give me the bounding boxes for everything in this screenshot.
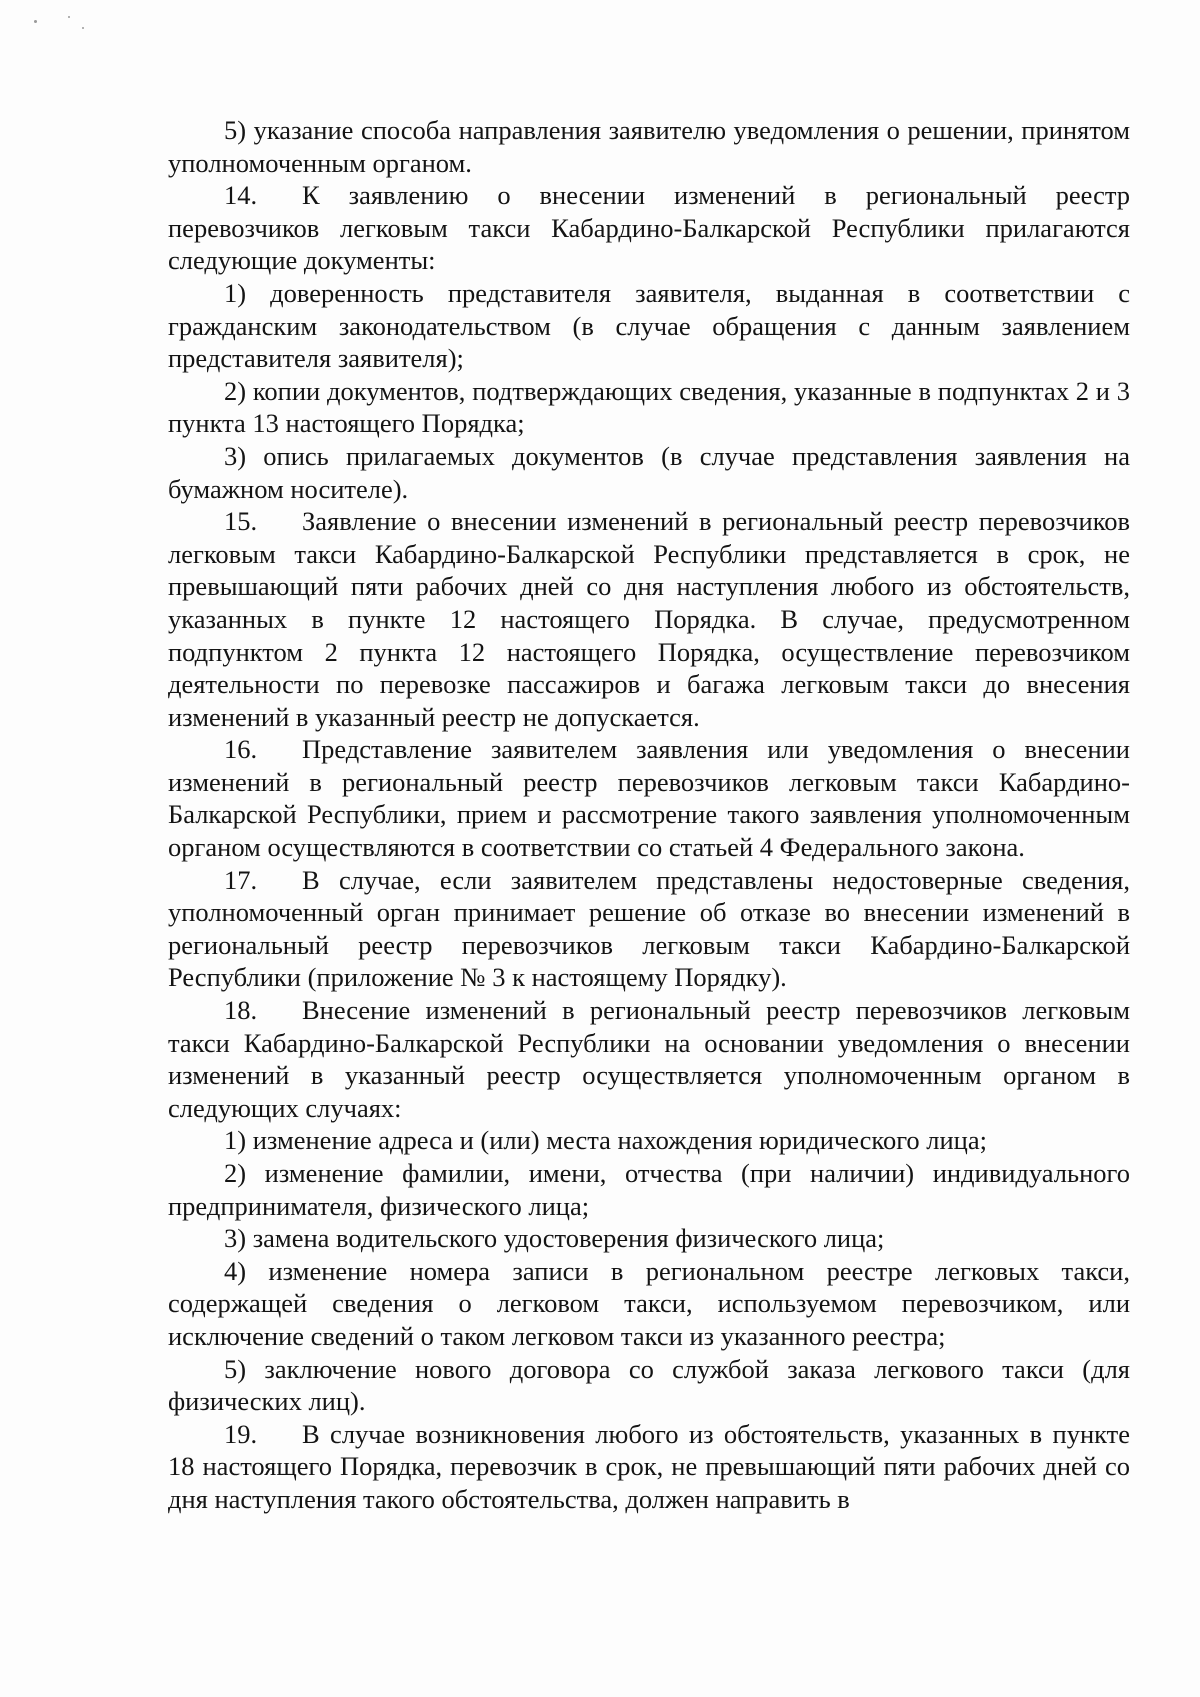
paragraph-text: 1) доверенность представителя заявителя, выданная в соответствии с гражданским законодательством (в случае обращения с данным заявлением представителя заявителя); bbox=[168, 277, 1130, 374]
scan-speck-1 bbox=[34, 20, 37, 23]
paragraph-number: 19. bbox=[224, 1418, 258, 1449]
paragraph-number: 18. bbox=[224, 995, 258, 1026]
paragraph-number: 16. bbox=[224, 734, 258, 765]
paragraph-18-item-5 bbox=[168, 1353, 1130, 1418]
paragraph-text: В случае, если заявителем представлены недостоверные сведения, уполномоченный орган принимает решение об отказе во внесении изменений в региональный реестр перевозчиков легковым такси Кабардино-Балкарской Республики (приложение № 3 к настоящему Порядку). bbox=[168, 864, 1130, 993]
paragraph-18-item-1 bbox=[168, 1124, 1130, 1157]
paragraph-text: 3) опись прилагаемых документов (в случае представления заявления на бумажном носителе). bbox=[168, 440, 1130, 504]
paragraph-text: 5) указание способа направления заявителю уведомления о решении, принятом уполномоченным органом. bbox=[168, 115, 1130, 178]
paragraph-item-5 bbox=[168, 114, 1130, 179]
paragraph-18 bbox=[168, 994, 1130, 1124]
paragraph-18-item-2 bbox=[168, 1157, 1130, 1222]
paragraph-17 bbox=[168, 864, 1130, 994]
paragraph-text: 4) изменение номера записи в региональном реестре легковых такси, содержащей сведения о легковом такси, используемом перевозчиком, или исключение сведений о таком легковом такси из указанного реестра; bbox=[168, 1255, 1130, 1351]
paragraph-15 bbox=[168, 505, 1130, 733]
paragraph-number: 17. bbox=[224, 864, 258, 895]
paragraph-number: 14. bbox=[224, 180, 258, 211]
paragraph-18-item-4 bbox=[168, 1255, 1130, 1353]
paragraph-14 bbox=[168, 179, 1130, 277]
paragraph-text: 3) замена водительского удостоверения физического лица; bbox=[224, 1223, 885, 1254]
paragraph-text: 1) изменение адреса и (или) места нахождения юридического лица; bbox=[224, 1125, 987, 1156]
paragraph-text: 2) изменение фамилии, имени, отчества (при наличии) индивидуального предпринимателя, физического лица; bbox=[168, 1158, 1130, 1221]
paragraph-text: Заявление о внесении изменений в региональный реестр перевозчиков легковым такси Кабардино-Балкарской Республики представляется в срок, не превышающий пяти рабочих дней со дня наступления любого из обстоятельств, указанных в пункте 12 настоящего Порядка. В случае, предусмотренном подпунктом 2 пункта 12 настоящего Порядка, осуществление перевозчиком деятельности по перевозке пассажиров и багажа легковым такси до внесения изменений в указанный реестр не допускается. bbox=[168, 506, 1130, 732]
paragraph-text: К заявлению о внесении изменений в региональный реестр перевозчиков легковым такси Кабардино-Балкарской Республики прилагаются следующие документы: bbox=[168, 180, 1130, 276]
document-body bbox=[168, 114, 1130, 1516]
paragraph-text: 2) копии документов, подтверждающих сведения, указанные в подпунктах 2 и 3 пункта 13 настоящего Порядка; bbox=[168, 375, 1130, 439]
paragraph-number: 15. bbox=[224, 506, 258, 537]
paragraph-item-1 bbox=[168, 277, 1130, 375]
scan-speck-3 bbox=[82, 27, 84, 29]
paragraph-text: 5) заключение нового договора со службой заказа легкового такси (для физических лиц). bbox=[168, 1353, 1130, 1417]
paragraph-text: В случае возникновения любого из обстоятельств, указанных в пункте 18 настоящего Порядка, перевозчик в срок, не превышающий пяти рабочих дней со дня наступления такого обстоятельства, должен направить в bbox=[168, 1418, 1130, 1514]
paragraph-text: Представление заявителем заявления или уведомления о внесении изменений в региональный реестр перевозчиков легковым такси Кабардино-Балкарской Республики, прием и рассмотрение такого заявления уполномоченным органом осуществляются в соответствии со статьей 4 Федерального закона. bbox=[168, 734, 1130, 863]
paragraph-item-3 bbox=[168, 440, 1130, 505]
paragraph-16 bbox=[168, 733, 1130, 863]
paragraph-18-item-3 bbox=[168, 1222, 1130, 1255]
scan-speck-2 bbox=[68, 16, 70, 18]
paragraph-19 bbox=[168, 1418, 1130, 1516]
paragraph-item-2 bbox=[168, 375, 1130, 440]
paragraph-text: Внесение изменений в региональный реестр перевозчиков легковым такси Кабардино-Балкарской Республики на основании уведомления о внесении изменений в указанный реестр осуществляется уполномоченным органом в следующих случаях: bbox=[168, 995, 1130, 1123]
